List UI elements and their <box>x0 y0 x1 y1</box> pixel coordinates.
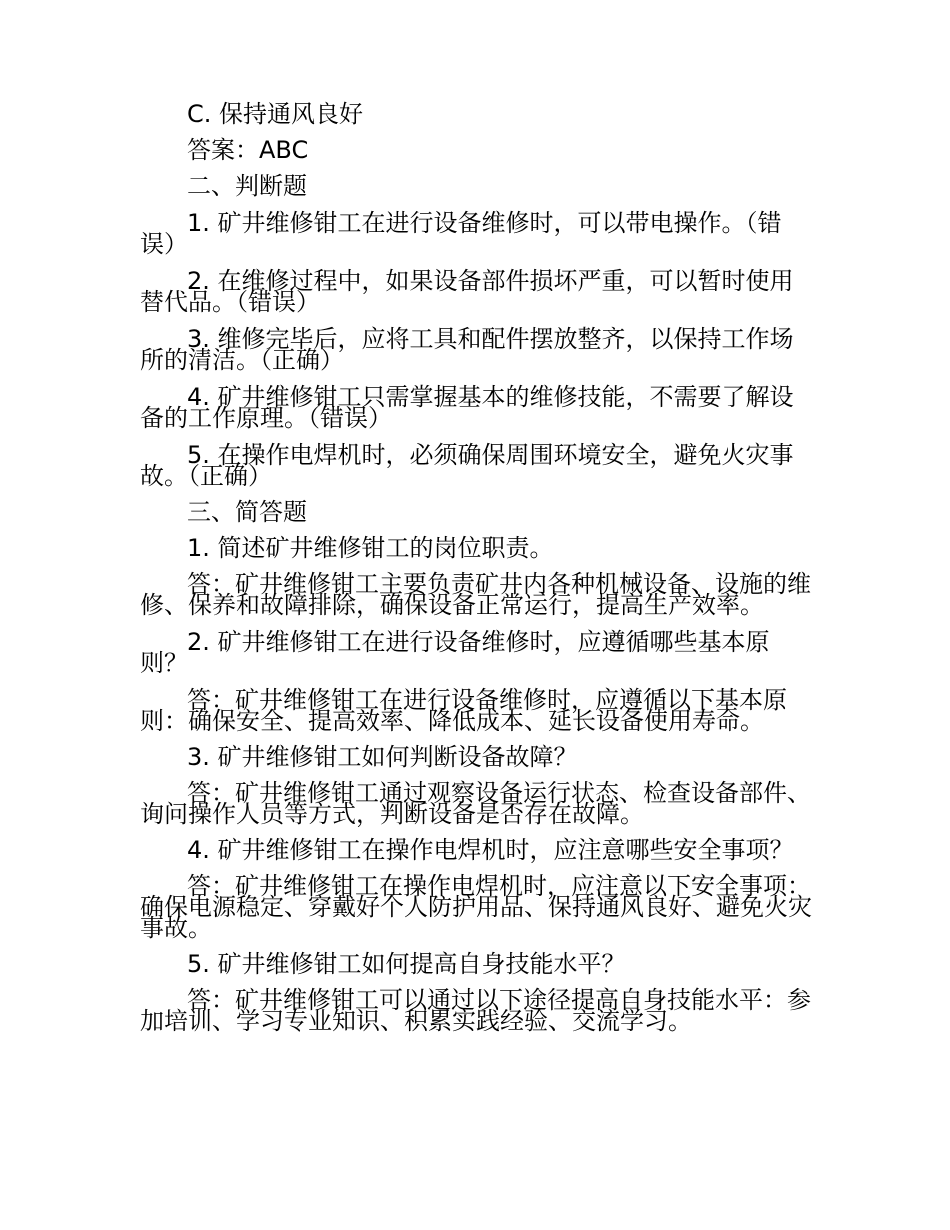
question-5: 5. 矿井维修钳工如何提高自身技能水平？ <box>187 950 626 978</box>
option-c: C. 保持通风良好 <box>187 100 364 128</box>
question-4: 4. 矿井维修钳工在操作电焊机时，应注意哪些安全事项？ <box>187 836 794 864</box>
section-heading-short-answer: 三、简答题 <box>187 498 307 526</box>
answer-1: 答：矿井维修钳工主要负责矿井内各种机械设备、设施的维修、保养和故障排除，确保设备正常运行，提高生产效率。 <box>140 570 811 619</box>
judgment-item-2: 2. 在维修过程中，如果设备部件损坏严重，可以暂时使用替代品。（错误） <box>140 267 794 316</box>
question-1: 1. 简述矿井维修钳工的岗位职责。 <box>187 534 554 562</box>
judgment-item-1: 1. 矿井维修钳工在进行设备维修时，可以带电操作。（错误） <box>140 209 782 258</box>
question-2: 2. 矿井维修钳工在进行设备维修时，应遵循哪些基本原则？ <box>140 628 770 677</box>
section-heading-judgment: 二、判断题 <box>187 172 307 200</box>
document-page <box>140 100 812 1035</box>
answer-line: 答案：ABC <box>187 136 309 164</box>
judgment-item-5: 5. 在操作电焊机时，必须确保周围环境安全，避免火灾事故。（正确） <box>140 441 794 490</box>
answer-5: 答：矿井维修钳工可以通过以下途径提高自身技能水平：参加培训、学习专业知识、积累实践经验、交流学习。 <box>140 986 811 1035</box>
judgment-item-4: 4. 矿井维修钳工只需掌握基本的维修技能，不需要了解设备的工作原理。（错误） <box>140 383 794 432</box>
question-3: 3. 矿井维修钳工如何判断设备故障？ <box>187 743 578 771</box>
answer-2: 答：矿井维修钳工在进行设备维修时，应遵循以下基本原则：确保安全、提高效率、降低成本、延长设备使用寿命。 <box>140 686 787 735</box>
answer-3: 答：矿井维修钳工通过观察设备运行状态、检查设备部件、询问操作人员等方式，判断设备是否存在故障。 <box>140 779 811 828</box>
judgment-item-3: 3. 维修完毕后，应将工具和配件摆放整齐，以保持工作场所的清洁。（正确） <box>140 325 794 374</box>
answer-4: 答：矿井维修钳工在操作电焊机时，应注意以下安全事项：确保电源稳定、穿戴好个人防护用品、保持通风良好、避免火灾事故。 <box>140 872 812 942</box>
